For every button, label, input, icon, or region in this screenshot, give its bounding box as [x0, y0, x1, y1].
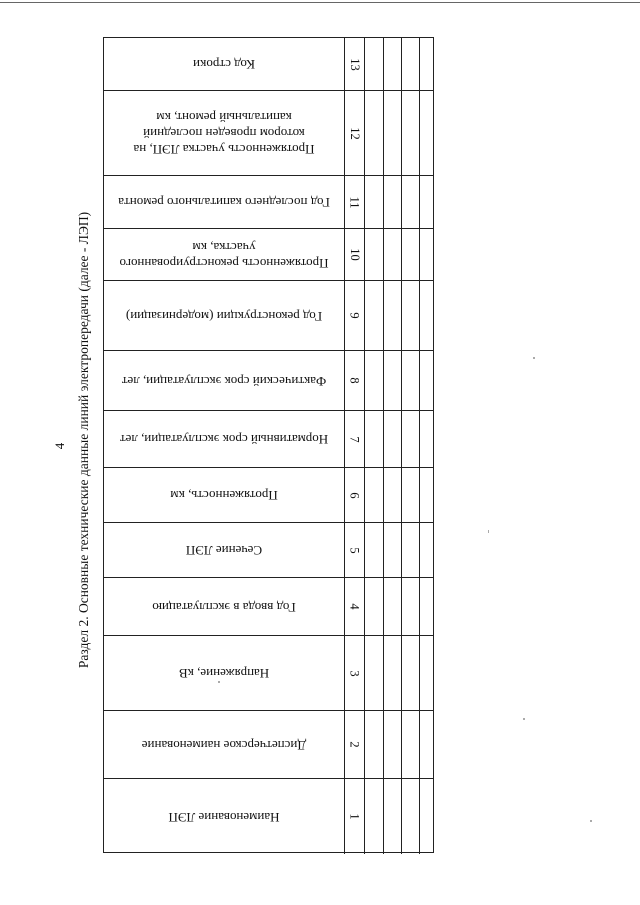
column-header-cell — [104, 281, 344, 350]
grid-line — [419, 229, 420, 280]
grid-line — [383, 91, 384, 175]
grid-line — [401, 351, 402, 410]
grid-line — [344, 468, 345, 522]
grid-line — [401, 779, 402, 854]
column-number: 6 — [347, 491, 362, 499]
grid-line — [383, 468, 384, 522]
grid-line — [401, 281, 402, 350]
grid-line — [401, 229, 402, 280]
column-header-cell — [104, 351, 344, 410]
grid-line — [344, 91, 345, 175]
grid-line — [401, 711, 402, 778]
grid-line — [344, 38, 345, 90]
column-header-cell — [104, 711, 344, 778]
grid-line — [364, 411, 365, 467]
column-header-label: Напряжение, кВ — [178, 666, 270, 681]
grid-line — [383, 578, 384, 635]
column-number: 7 — [347, 435, 362, 443]
column-number-cell — [344, 229, 364, 280]
grid-line — [383, 176, 384, 228]
grid-line — [419, 38, 420, 90]
column-number-cell — [344, 711, 364, 778]
column-number: 5 — [347, 546, 362, 554]
column-header-label: Год реконструкции (модернизации) — [125, 308, 323, 324]
grid-line — [401, 91, 402, 175]
column-header-cell — [104, 523, 344, 577]
grid-line — [344, 229, 345, 280]
grid-line — [419, 176, 420, 228]
grid-line — [364, 779, 365, 854]
top-border-line — [0, 2, 640, 3]
column-header-label: Год ввода в эксплуатацию — [152, 599, 296, 615]
section-title-text: Раздел 2. Основные технические данные линий электропередачи (далее - ЛЭП) — [76, 211, 91, 669]
column-header-cell — [104, 38, 344, 90]
grid-line — [364, 351, 365, 410]
column-number: 2 — [347, 741, 362, 748]
table-row — [104, 779, 433, 854]
column-number-cell — [344, 351, 364, 410]
column-header-cell — [104, 468, 344, 522]
column-header-label: Протяженность, км — [170, 488, 278, 503]
column-number: 12 — [347, 126, 362, 140]
grid-line — [344, 281, 345, 350]
column-number-cell — [344, 523, 364, 577]
grid-line — [419, 91, 420, 175]
grid-line — [383, 229, 384, 280]
grid-line — [383, 636, 384, 710]
grid-line — [364, 281, 365, 350]
column-number: 10 — [347, 248, 362, 261]
grid-line — [383, 411, 384, 467]
column-header-label: Протяженность реконструированного участка, км — [119, 239, 329, 271]
technical-data-table — [103, 37, 434, 853]
table-row — [104, 411, 433, 468]
grid-line — [344, 711, 345, 778]
column-number-cell — [344, 91, 364, 175]
grid-line — [419, 779, 420, 854]
scan-speck — [218, 681, 220, 683]
grid-line — [401, 636, 402, 710]
table-row — [104, 351, 433, 411]
column-header-cell — [104, 779, 344, 854]
table-row — [104, 229, 433, 281]
grid-line — [344, 351, 345, 410]
table-row — [104, 636, 433, 711]
grid-line — [401, 578, 402, 635]
grid-line — [383, 711, 384, 778]
column-number: 11 — [347, 195, 362, 209]
grid-line — [419, 468, 420, 522]
table-row — [104, 468, 433, 523]
column-number-cell — [344, 468, 364, 522]
column-header-cell — [104, 91, 344, 175]
grid-line — [364, 91, 365, 175]
column-number: 1 — [347, 813, 362, 820]
column-number-cell — [344, 38, 364, 90]
column-header-cell — [104, 176, 344, 228]
page-number: 4 — [52, 442, 67, 450]
grid-line — [344, 411, 345, 467]
grid-line — [344, 176, 345, 228]
column-header-cell — [104, 636, 344, 710]
grid-line — [364, 468, 365, 522]
table-row — [104, 91, 433, 176]
grid-line — [344, 779, 345, 854]
scan-speck — [488, 530, 489, 533]
table-row — [104, 176, 433, 229]
grid-line — [419, 411, 420, 467]
column-number: 8 — [347, 377, 362, 384]
grid-line — [364, 523, 365, 577]
grid-line — [419, 281, 420, 350]
grid-line — [364, 176, 365, 228]
grid-line — [344, 578, 345, 635]
grid-line — [364, 229, 365, 280]
grid-line — [364, 38, 365, 90]
column-number: 9 — [347, 312, 362, 319]
table-row — [104, 523, 433, 578]
grid-line — [419, 523, 420, 577]
grid-line — [401, 411, 402, 467]
table-row — [104, 281, 433, 351]
scan-speck — [590, 820, 592, 822]
grid-line — [383, 281, 384, 350]
grid-line — [419, 351, 420, 410]
grid-line — [419, 636, 420, 710]
table-row — [104, 578, 433, 636]
column-number: 4 — [347, 603, 362, 610]
column-header-label: Фактический срок эксплуатации, лет — [121, 373, 327, 389]
column-number-cell — [344, 176, 364, 228]
grid-line — [419, 711, 420, 778]
grid-line — [401, 468, 402, 522]
grid-line — [383, 38, 384, 90]
column-header-cell — [104, 411, 344, 467]
column-number: 3 — [347, 669, 362, 677]
column-number-cell — [344, 636, 364, 710]
column-number-cell — [344, 779, 364, 854]
column-header-cell — [104, 229, 344, 280]
grid-line — [364, 578, 365, 635]
column-header-cell — [104, 578, 344, 635]
column-header-label: Наименование ЛЭП — [168, 809, 280, 825]
column-header-label: Диспетчерское наименование — [141, 737, 307, 753]
grid-line — [383, 779, 384, 854]
column-header-label: Код строки — [193, 57, 255, 72]
table-row — [104, 38, 433, 91]
scan-speck — [523, 718, 525, 720]
grid-line — [419, 578, 420, 635]
grid-line — [401, 523, 402, 577]
table-row — [104, 711, 433, 779]
column-number: 13 — [347, 57, 362, 71]
grid-line — [344, 636, 345, 710]
scan-speck — [533, 357, 535, 359]
column-header-label: Протяженность участка ЛЭП, на котором проведен последний капитальный ремонт, км — [133, 110, 315, 157]
grid-line — [364, 711, 365, 778]
grid-line — [401, 38, 402, 90]
column-header-label: Сечение ЛЭП — [185, 543, 263, 558]
column-number-cell — [344, 578, 364, 635]
grid-line — [383, 523, 384, 577]
grid-line — [383, 351, 384, 410]
column-header-label: Нормативный срок эксплуатации, лет — [119, 432, 329, 447]
grid-line — [401, 176, 402, 228]
column-header-label: Год последнего капитального ремонта — [118, 195, 330, 210]
column-number-cell — [344, 411, 364, 467]
column-number-cell — [344, 281, 364, 350]
grid-line — [364, 636, 365, 710]
grid-line — [344, 523, 345, 577]
